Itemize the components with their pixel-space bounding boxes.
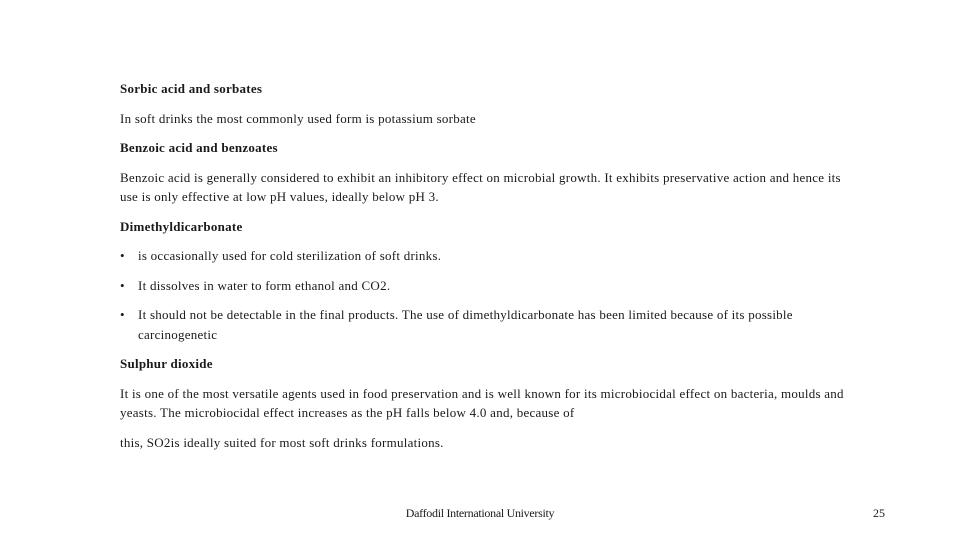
benzoic-text: Benzoic acid is generally considered to exhibit an inhibitory effect on microbial growth. It exhibits preservative action and hence its use is only effective at low pH values, ideally below pH 3. [120,169,841,204]
bullet-text: is occasionally used for cold sterilization of soft drinks. [138,248,442,263]
bullet-dot: • [120,307,125,322]
bullet-dot: • [120,277,125,293]
bullet-dot: • [120,248,125,263]
dimethyl-bullet-3 [120,305,860,344]
sorbic-text: In soft drinks the most commonly used form is potassium sorbate [120,110,476,126]
dimethyl-bullet-1 [120,246,860,266]
footer-institution: Daffodil International University [405,506,555,520]
benzoic-heading: Benzoic acid and benzoates [120,140,278,155]
sulphur-heading: Sulphur dioxide [120,356,213,371]
dimethyl-bullet-2 [120,276,860,296]
bullet-text: It dissolves in water to form ethanol and CO2. [138,277,391,293]
bullet-text: It should not be detectable in the final products. The use of dimethyldicarbonate has been limited because of its possible carcinogenetic [138,307,793,342]
sorbic-heading: Sorbic acid and sorbates [120,81,263,96]
slide-content [120,79,860,462]
dimethyl-heading: Dimethyldicarbonate [120,218,243,234]
sulphur-text-1: It is one of the most versatile agents used in food preservation and is well known for its microbiocidal effect on bacteria, moulds and yeasts. The microbiocidal effect increases as the pH falls below 4.0 and, because of [120,385,844,420]
page-number: 25 [873,506,885,520]
sulphur-text-2: this, SO2is ideally suited for most soft drinks formulations. [120,434,444,450]
